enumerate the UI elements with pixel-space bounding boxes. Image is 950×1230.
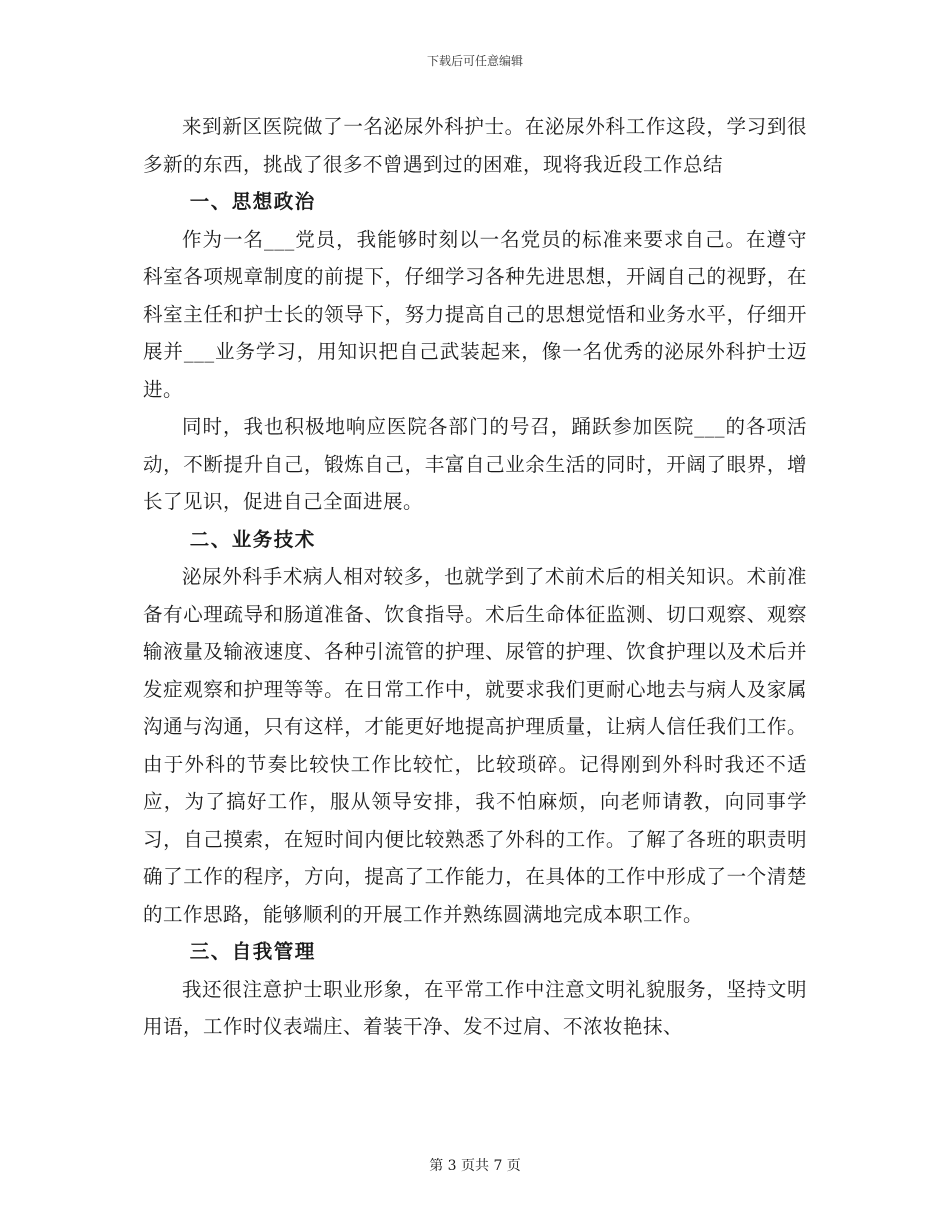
- intro-paragraph: 来到新区医院做了一名泌尿外科护士。在泌尿外科工作这段，学习到很多新的东西，挑战了很多不曾遇到过的困难，现将我近段工作总结: [143, 115, 807, 176]
- section-heading-politics: 一、思想政治: [189, 190, 316, 213]
- section-heading-skills: 二、业务技术: [189, 527, 316, 551]
- document-body: [143, 108, 807, 1046]
- politics-paragraph-1: 作为一名___党员，我能够时刻以一名党员的标准来要求自己。在遵守科室各项规章制度的前提下，仔细学习各种先进思想，开阔自己的视野，在科室主任和护士长的领导下，努力提高自己的思想觉悟和业务水平，仔细开展并___业务学习，用知识把自己武装起来，像一名优秀的泌尿外科护士迈进。: [143, 227, 807, 401]
- politics-paragraph-2: 同时，我也积极地响应医院各部门的号召，踊跃参加医院___的各项活动，不断提升自己，锻炼自己，丰富自己业余生活的同时，开阔了眼界，增长了见识，促进自己全面进展。: [143, 415, 807, 513]
- skills-paragraph: 泌尿外科手术病人相对较多，也就学到了术前术后的相关知识。术前准备有心理疏导和肠道准备、饮食指导。术后生命体征监测、切口观察、观察输液量及输液速度、各种引流管的护理、尿管的护理、饮食护理以及术后并发症观察和护理等等。在日常工作中，就要求我们更耐心地去与病人及家属沟通与沟通，只有这样，才能更好地提高护理质量，让病人信任我们工作。由于外科的节奏比较快工作比较忙，比较琐碎。记得刚到外科时我还不适应，为了搞好工作，服从领导安排，我不怕麻烦，向老师请教，向同事学习，自己摸索，在短时间内便比较熟悉了外科的工作。了解了各班的职责明确了工作的程序，方向，提高了工作能力，在具体的工作中形成了一个清楚的工作思路，能够顺利的开展工作并熟练圆满地完成本职工作。: [143, 565, 807, 926]
- header-note: 下载后可任意编辑: [426, 54, 523, 68]
- section-heading-self-management: 三、自我管理: [189, 940, 316, 963]
- page-number: 第 3 页共 7 页: [429, 1158, 521, 1174]
- self-management-paragraph: 我还很注意护士职业形象，在平常工作中注意文明礼貌服务，坚持文明用语，工作时仪表端庄、着装干净、发不过肩、不浓妆艳抹、: [143, 977, 807, 1038]
